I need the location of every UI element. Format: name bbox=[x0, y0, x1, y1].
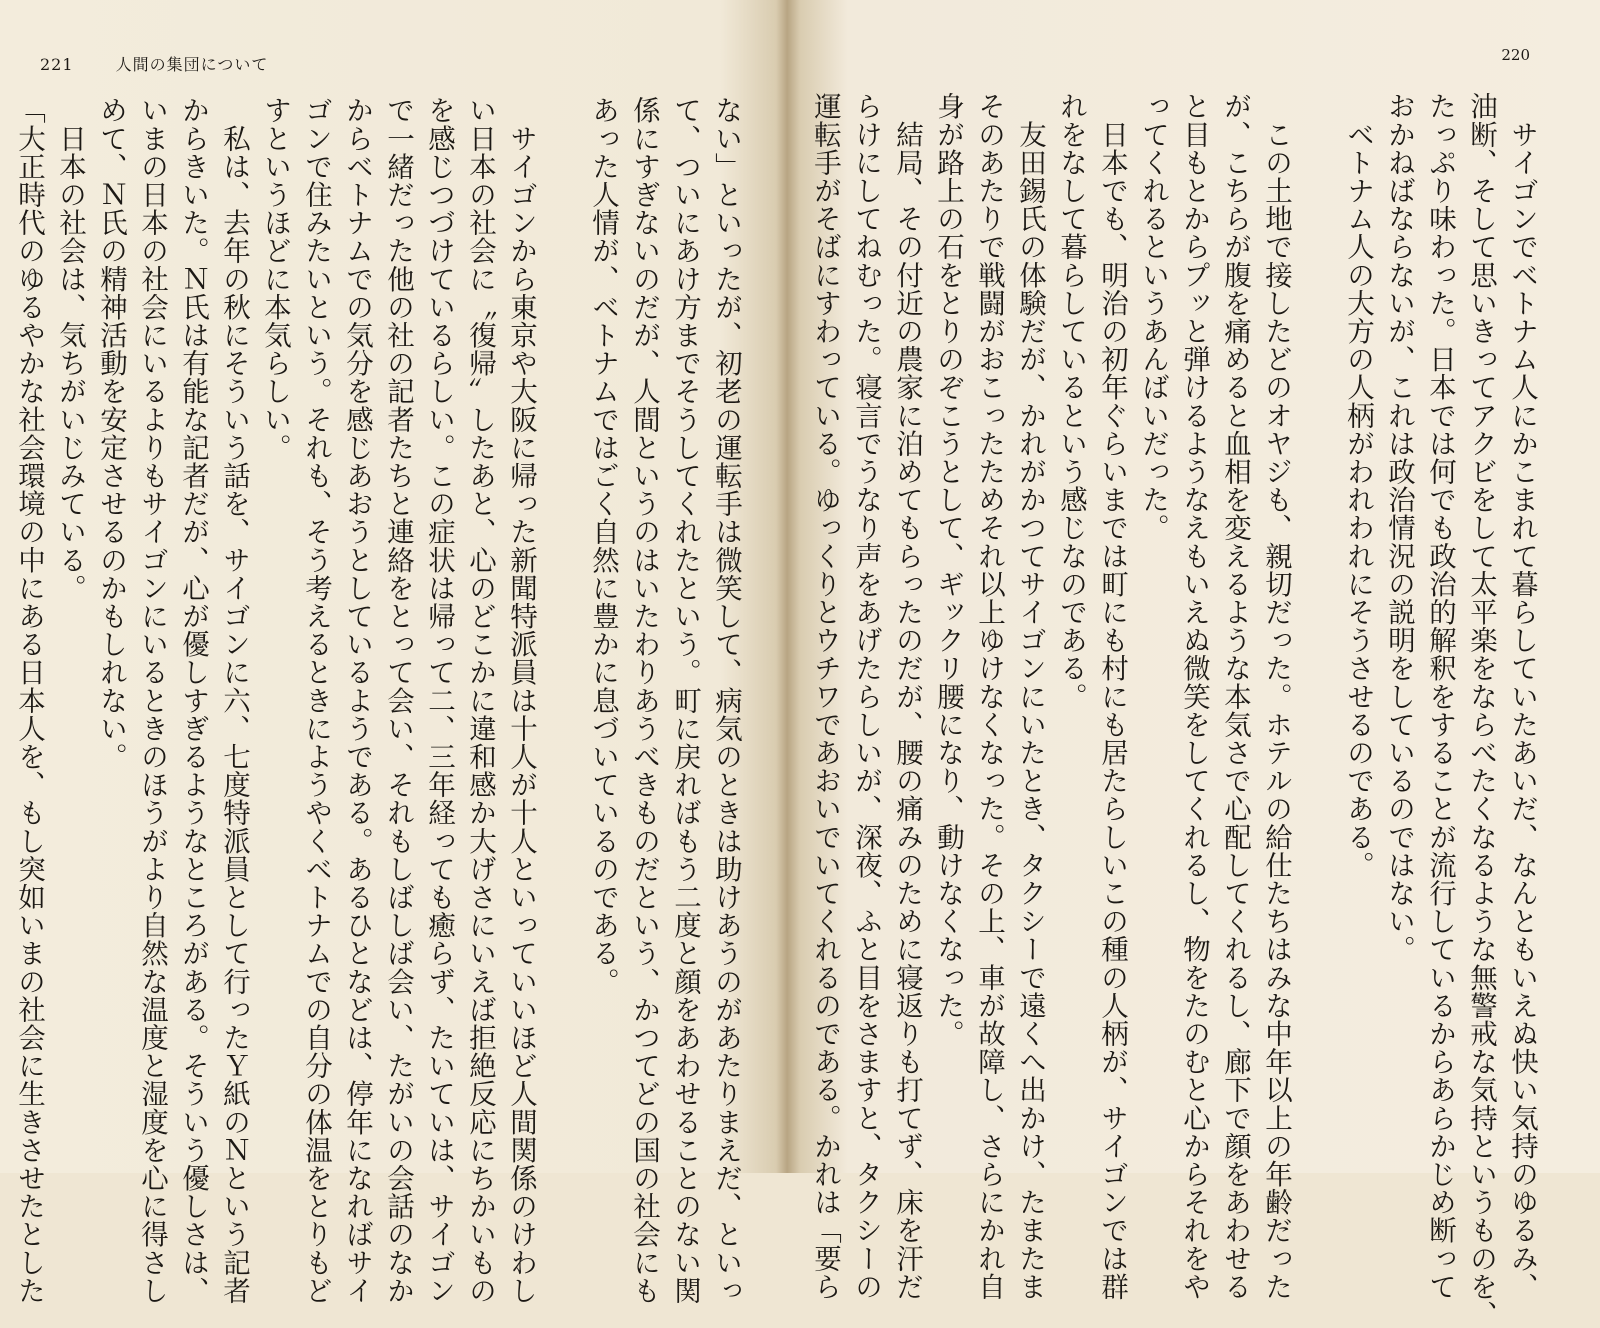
text-line: ベトナム人の大方の人柄がわれわれにそうさせるのである。 bbox=[1342, 92, 1374, 879]
text-line: からベトナムでの気分を感じあおうとしているようである。あるひとなどは、停年になればサイ bbox=[341, 96, 373, 1305]
text-line: サイゴンから東京や大阪に帰った新聞特派員は十人が十人といっていいほど人間関係のけわし bbox=[505, 96, 537, 1305]
text-line: 「大正時代のゆるやかな社会環境の中にある日本人を、もし突如いまの社会に生きさせたとした bbox=[13, 96, 45, 1305]
text-line: ない」といったが、初老の運転手は微笑して、病気のときは助けあうのがあたりまえだ、といっ bbox=[710, 96, 742, 1305]
text-line: めて、Ｎ氏の精神活動を安定させるのかもしれない。 bbox=[95, 96, 127, 771]
text-line: 運転手がそばにすわっている。ゆっくりとウチワであおいでいてくれるのである。かれは「要ら bbox=[809, 92, 841, 1301]
running-head bbox=[40, 52, 268, 75]
running-title: 人間の集団について bbox=[115, 55, 269, 74]
text-line: 日本でも、明治の初年ぐらいまでは町にも村にも居たらしいこの種の人柄が、サイゴンでは群 bbox=[1096, 92, 1128, 1301]
text-line: ゴンで住みたいという。それも、そう考えるときにようやくベトナムでの自分の体温をとりもど bbox=[300, 96, 332, 1305]
text-line: 私は、去年の秋にそういう話を、サイゴンに六、七度特派員として行ったＹ紙のＮという記者 bbox=[218, 96, 250, 1305]
text-line: れをなして暮らしているという感じなのである。 bbox=[1055, 92, 1087, 711]
text-line: 友田錫氏の体験だが、かれがかつてサイゴンにいたとき、タクシーで遠くへ出かけ、たまたま bbox=[1014, 92, 1046, 1301]
paragraph-gap bbox=[1296, 92, 1337, 1132]
paragraph-gap bbox=[541, 96, 582, 1136]
right-body-text bbox=[809, 92, 1542, 1328]
text-line: おかねばならないが、これは政治情況の説明をしているのではない。 bbox=[1383, 92, 1415, 964]
page-number-left: 221 bbox=[40, 55, 74, 74]
text-line: この土地で接したどのオヤジも、親切だった。ホテルの給仕たちはみな中年以上の年齢だった bbox=[1260, 92, 1292, 1301]
text-line: 身が路上の石をとりのぞこうとして、ギックリ腰になり、動けなくなった。 bbox=[932, 92, 964, 1048]
text-line: て、ついにあけ方までそうしてくれたという。町に戻ればもう二度と顔をあわせることのない関 bbox=[669, 96, 701, 1305]
text-line: い日本の社会に〝復帰〟したあと、心のどこかに違和感か大げさにいえば拒絶反応にちかいもの bbox=[464, 96, 496, 1305]
text-line: 油断、そして思いきってアクビをして太平楽をならべたくなるような無警戒な気持というものを、 bbox=[1465, 92, 1497, 1328]
text-line: が、こちらが腹を痛めると血相を変えるような本気さで心配してくれるし、廊下で顔をあわせる bbox=[1219, 92, 1251, 1301]
text-line: と目もとからプッと弾けるようなえもいえぬ微笑をしてくれるし、物をたのむと心からそれをや bbox=[1178, 92, 1210, 1301]
text-line: いまの日本の社会にいるよりもサイゴンにいるときのほうがより自然な温度と湿度を心に得さし bbox=[136, 96, 168, 1305]
right-page bbox=[809, 0, 1600, 1328]
text-line: からきいた。Ｎ氏は有能な記者だが、心が優しすぎるようなところがある。そういう優しさは、 bbox=[177, 96, 209, 1305]
text-line: あった人情が、ベトナムではごく自然に豊かに息づいているのである。 bbox=[587, 96, 619, 996]
text-line: を感じつづけているらしい。この症状は帰って二、三年経っても癒らず、たいていは、サイゴン bbox=[423, 96, 455, 1305]
left-body-text bbox=[13, 96, 746, 1305]
text-line: 結局、その付近の農家に泊めてもらったのだが、腰の痛みのために寝返りも打てず、床を汗だ bbox=[891, 92, 923, 1301]
text-line: で一緒だった他の社の記者たちと連絡をとって会い、それもしばしば会い、たがいの会話のなか bbox=[382, 96, 414, 1305]
text-line: 日本の社会は、気ちがいじみている。 bbox=[54, 96, 86, 602]
text-line: そのあたりで戦闘がおこったためそれ以上ゆけなくなった。その上、車が故障し、さらにかれ自 bbox=[973, 92, 1005, 1301]
text-line: たっぷり味わった。日本では何でも政治的解釈をすることが流行しているからあらかじめ断って bbox=[1424, 92, 1456, 1301]
text-line: 係にすぎないのだが、人間というのはいたわりあうべきものだという、かつてどの国の社会にも bbox=[628, 96, 660, 1305]
text-line: サイゴンでベトナム人にかこまれて暮らしていたあいだ、なんともいえぬ快い気持のゆるみ、 bbox=[1506, 92, 1538, 1301]
page-number-right: 220 bbox=[1501, 46, 1530, 64]
left-page bbox=[0, 0, 790, 1305]
text-line: ってくれるというあんばいだった。 bbox=[1137, 92, 1169, 542]
text-line: すというほどに本気らしい。 bbox=[259, 96, 291, 462]
text-line: らけにしてねむった。寝言でうなり声をあげたらしいが、深夜、ふと目をさますと、タクシーの bbox=[850, 92, 882, 1301]
